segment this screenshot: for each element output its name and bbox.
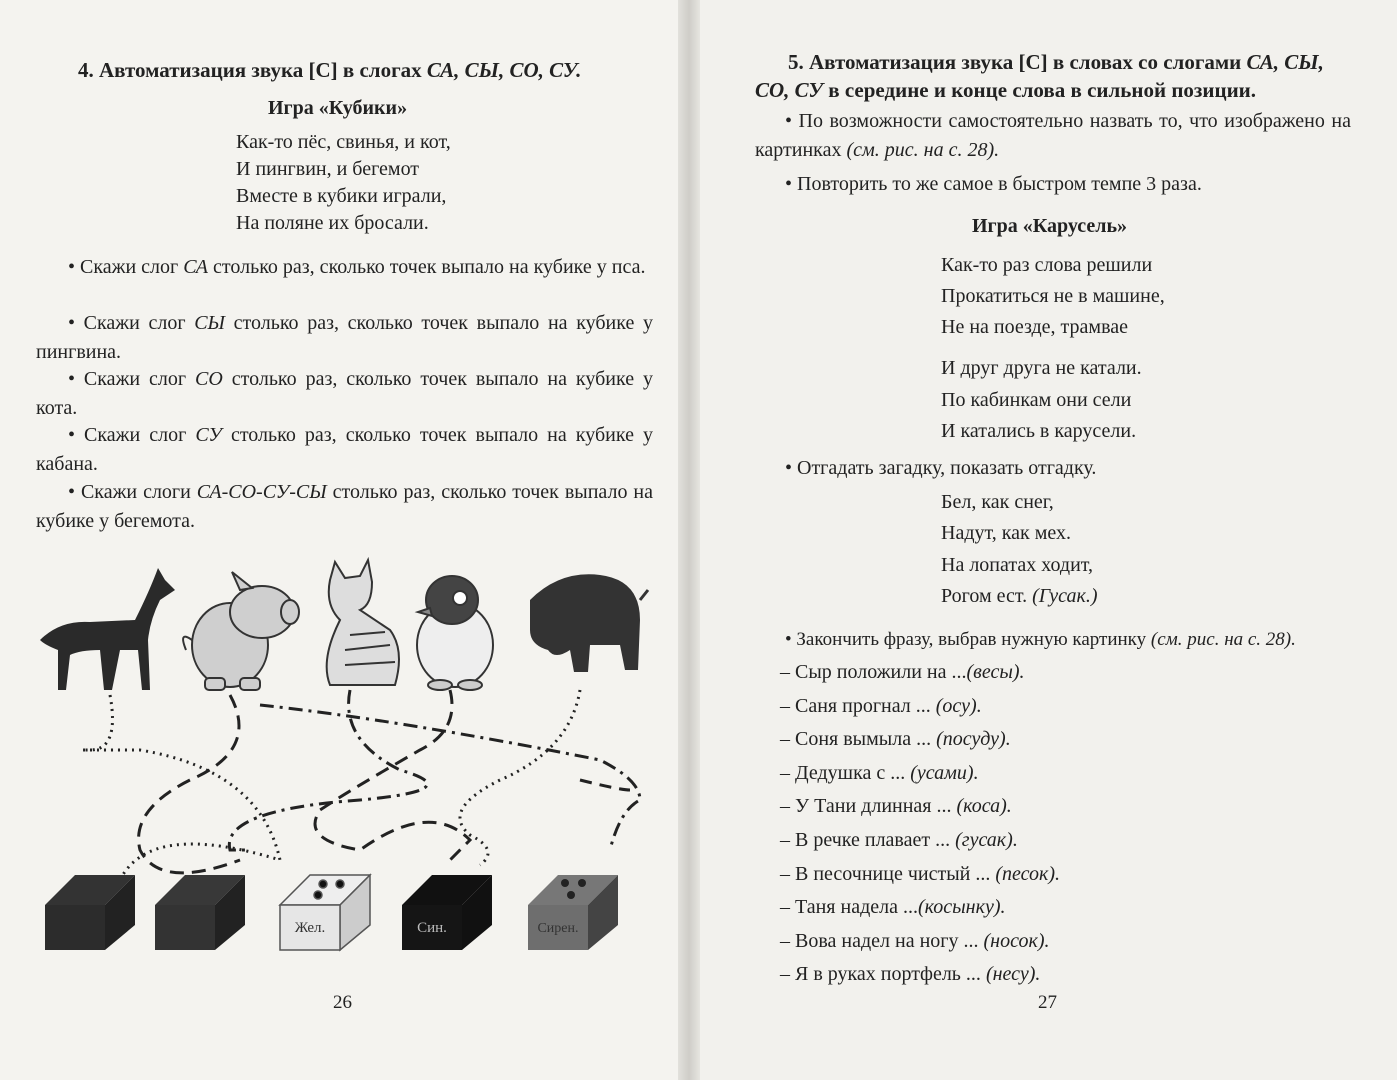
- phrase-text: – Сыр положили на ...: [780, 661, 967, 683]
- poem-line: На поляне их бросали.: [236, 212, 429, 234]
- instruction-bullet: • Отгадать загадку, показать отгадку.: [785, 457, 1097, 479]
- phrase-answer: (несу).: [985, 963, 1041, 986]
- cube-maze-illustration: [0, 550, 678, 970]
- penguin-illustration: [417, 576, 493, 690]
- phrase-text: – Саня прогнал ...: [780, 694, 936, 717]
- riddle-line: Надут, как мех.: [941, 522, 1072, 544]
- phrase-text: – Соня вымыла ...: [780, 728, 937, 751]
- phrase-answer: (коса).: [956, 795, 1012, 818]
- phrase-item: [780, 826, 1018, 854]
- phrase-answer: (осу).: [935, 694, 982, 717]
- cube-3: [280, 875, 370, 950]
- cube-2: [155, 875, 245, 950]
- poem-line: Как-то пёс, свинья, и кот,: [236, 131, 451, 153]
- riddle-line: Бел, как снег,: [941, 491, 1054, 513]
- phrase-text: – У Тани длинная ...: [780, 795, 957, 818]
- phrase-item: [780, 893, 1006, 921]
- instruction-bullet: • Скажи слог СУ столько раз, сколько точек выпало на кубике у кабана.: [36, 424, 653, 475]
- phrase-answer: (косынку).: [918, 896, 1006, 919]
- left-page: [0, 0, 678, 1080]
- cat-illustration: [327, 560, 399, 685]
- phrase-text: – Вова надел на ногу ...: [780, 929, 984, 952]
- section-heading-line2: СО, СУ в середине и конце слова в сильной позиции.: [755, 78, 1257, 102]
- phrase-answer: (посуду).: [936, 728, 1011, 751]
- poem-line: И друг друга не катали.: [941, 357, 1142, 379]
- cube-label: Жел.: [294, 920, 326, 936]
- instruction-bullet: • По возможности самостоятельно назвать то, что изображено на картинках (см. рис. на с. 28).: [755, 110, 1351, 161]
- pig-illustration: [183, 572, 299, 690]
- instruction-bullet: • Закончить фразу, выбрав нужную картинку (см. рис. на с. 28).: [785, 629, 1296, 650]
- instruction-bullet: • Скажи слог СЫ столько раз, сколько точек выпало на кубике у пингвина.: [36, 312, 653, 363]
- phrase-text: – Я в руках портфель ...: [780, 963, 986, 986]
- right-page: [700, 0, 1397, 1080]
- section-heading-line1: 5. Автоматизация звука [С] в словах со слогами СА, СЫ,: [788, 50, 1324, 74]
- poem-line: Не на поезде, трамвае: [941, 316, 1129, 338]
- dog-illustration: [40, 568, 175, 690]
- instruction-bullet: • Повторить то же самое в быстром темпе 3 раза.: [785, 173, 1202, 195]
- phrase-answer: (носок).: [983, 929, 1050, 952]
- poem-line: Вместе в кубики играли,: [236, 185, 447, 207]
- phrase-item: [780, 927, 1049, 955]
- phrase-text: – В песочнице чистый ...: [780, 862, 996, 885]
- poem-line: И пингвин, и бегемот: [236, 158, 420, 180]
- instruction-bullet: • Скажи слог СО столько раз, сколько точек выпало на кубике у кота.: [36, 368, 653, 419]
- game-title: Игра «Карусель»: [972, 215, 1128, 237]
- poem-line: И катались в карусели.: [941, 420, 1137, 442]
- game-title: Игра «Кубики»: [268, 97, 408, 119]
- phrase-text: – Дедушка с ...: [780, 761, 911, 784]
- cube-label: Син.: [417, 920, 447, 936]
- phrase-item: [780, 692, 982, 720]
- cube-5: [528, 875, 618, 950]
- phrase-item: [780, 860, 1060, 888]
- instruction-bullet: • Скажи слог СА столько раз, сколько точек выпало на кубике у пса.: [68, 256, 646, 278]
- phrase-item: [780, 725, 1011, 753]
- phrase-item: [780, 759, 979, 787]
- poem-line: Как-то раз слова решили: [941, 254, 1153, 276]
- phrase-answer: (гусак).: [955, 829, 1018, 851]
- riddle-line: На лопатах ходит,: [941, 554, 1094, 576]
- hippo-illustration: [530, 574, 648, 672]
- cube-label: Сирен.: [537, 921, 579, 936]
- page-number: 26: [333, 992, 352, 1013]
- phrase-item: [780, 792, 1012, 820]
- poem-line: По кабинкам они сели: [941, 389, 1132, 411]
- phrase-answer: (песок).: [995, 862, 1061, 885]
- phrase-item: [780, 658, 1025, 686]
- poem-line: Прокатиться не в машине,: [941, 285, 1165, 307]
- cube-1: [45, 875, 135, 950]
- page-number: 27: [1038, 992, 1057, 1013]
- cube-4: [402, 875, 492, 950]
- riddle-line: Рогом ест. (Гусак.): [941, 585, 1098, 607]
- phrase-text: – Таня надела ...: [780, 896, 918, 919]
- instruction-bullet: • Скажи слоги СА-СО-СУ-СЫ столько раз, сколько точек выпало на кубике у бегемота.: [36, 481, 653, 532]
- phrase-text: – В речке плавает ...: [780, 829, 956, 851]
- phrase-answer: (весы).: [966, 661, 1025, 683]
- phrase-answer: (усами).: [910, 761, 979, 784]
- maze-paths: [82, 690, 640, 880]
- section-heading: 4. Автоматизация звука [С] в слогах СА, СЫ, СО, СУ.: [78, 58, 582, 82]
- book-gutter: [678, 0, 700, 1080]
- phrase-item: [780, 960, 1040, 988]
